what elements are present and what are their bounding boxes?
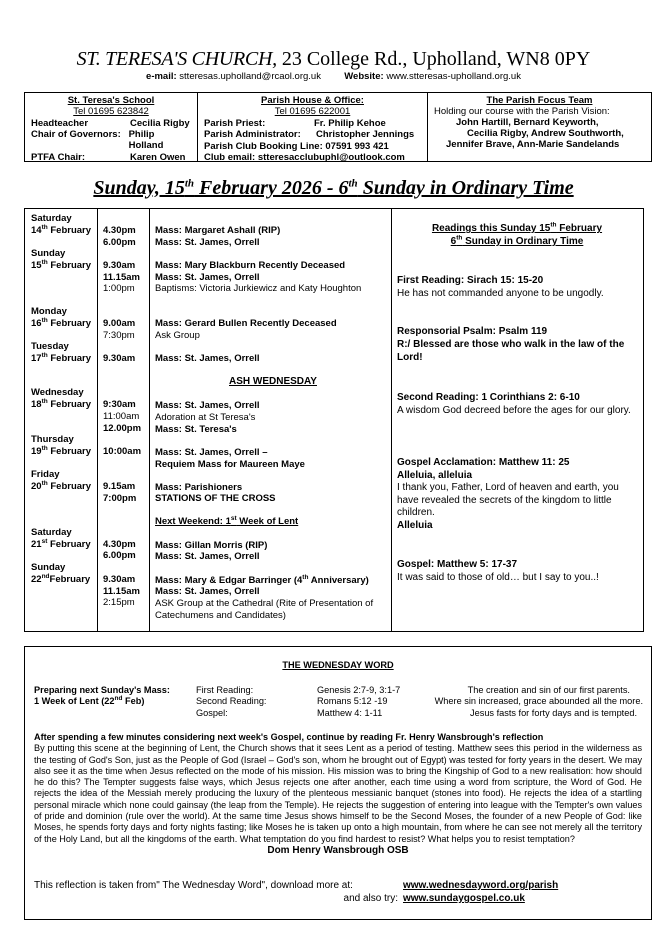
sunday-heading-mid: February 2026 - 6 (194, 177, 349, 199)
acclamation-end: Alleluia (397, 520, 433, 531)
ptfa-value: Karen Owen (130, 152, 186, 163)
time: 7:30pm (103, 330, 135, 341)
mass-entry: Mass: Gillan Morris (RIP) (155, 540, 268, 551)
next-reading-label: Gospel: (196, 708, 228, 718)
contact-line (0, 71, 667, 83)
readings-subheading: 6th Sunday in Ordinary Time (450, 234, 584, 247)
school-panel (25, 93, 198, 161)
mass-entry: Mass: St. James, Orrell (155, 586, 260, 597)
day-sun15: Sunday 15th February (31, 248, 92, 271)
day-thu19: Thursday 19th February (31, 434, 92, 457)
next-reading-label: Second Reading: (196, 696, 267, 706)
focus-team-line1: John Hartill, Bernard Keyworth, (456, 117, 599, 128)
time: 11.15am (103, 272, 140, 283)
mass-entry: Mass: Gerard Bullen Recently Deceased (155, 318, 337, 329)
admin-value: Christopher Jennings (316, 129, 415, 140)
time: 9.15am (103, 481, 136, 492)
mass-entry: STATIONS OF THE CROSS (155, 493, 276, 504)
time: 4.30pm (103, 225, 136, 236)
mass-entry: Mass: Mary Blackburn Recently Deceased (155, 260, 346, 271)
time: 11.15am (103, 586, 140, 597)
mass-entry: Mass: St. Teresa's (155, 424, 237, 435)
mass-entry: Adoration at St Teresa's (155, 412, 256, 423)
focus-team-line3: Jennifer Brave, Ann-Marie Sandelands (446, 139, 620, 150)
reflection-body: By putting this scene at the beginning of Lent, the Church shows that it sees Lent as a period of testing. Matthew sees this period in the wilderness as the testing of God's Son, just as the People of God (Israel – God's son, whom he brought out of Egypt) was tested for forty years in the desert. We may also see it as the time when Jesus reflected on the mode of his mission. His mission was to bring the Kingship of God to a new realisation: how should he do this? The Tempter suggests false ways, which Jesus rejects one after another, each time using a word from scripture, the Word of God. He rejects the idea of the Messiah merely producing the luxury of the plenteous messianic banquet (stones into food). He rejects the idea of a startling personal miracle which none could gainsay (the leap from the Temple). He rejects the suggestion of entering into league with the Tempter's own values of pride and dominion (rule over the world). At the same time Jesus shows himself to be the Second Moses, the founder of a new People of God: like Moses, he spends forty days and forty nights fasting; like Moses he is taken up onto a high mountain, from where he can see not merely all the territory of the Holy Land, but all the kingdoms of the earth. What temptation do you find hardest to resist? What helps you to resist temptation? (34, 743, 642, 844)
next-reading-ref: Matthew 4: 1-11 (317, 708, 383, 718)
day-tue17: Tuesday 17th February (31, 341, 92, 364)
mass-entry: Mass: Parishioners (155, 482, 243, 493)
second-reading-text: A wisdom God decreed before the ages for our glory. (397, 405, 631, 416)
sunday-heading-sup1: th (184, 177, 195, 190)
focus-team-title: The Parish Focus Team (486, 95, 593, 106)
second-reading-title: Second Reading: 1 Corinthians 2: 6-10 (397, 392, 580, 403)
gospel-text: It was said to those of old… but I say to you..! (397, 572, 599, 583)
church-address: 23 College Rd., Upholland, WN8 0PY (276, 48, 591, 70)
wednesday-word-box (24, 646, 652, 920)
focus-team-subtitle: Holding our course with the Parish Vision: (434, 106, 610, 117)
prep-line2: 1 Week of Lent (22nd Feb) (34, 694, 145, 706)
mass-entry: Mass: St. James, Orrell (155, 237, 260, 248)
psalm-text: R:/ Blessed are those who walk in the law of the Lord! (397, 339, 625, 363)
day-sat21: Saturday 21st February (31, 527, 91, 550)
time: 9.30am (103, 260, 136, 271)
acclamation-title: Gospel Acclamation: Matthew 11: 25 (397, 457, 570, 468)
time: 6.00pm (103, 237, 136, 248)
mass-entry: Mass: St. James, Orrell (155, 551, 260, 562)
time: 10:00am (103, 446, 142, 457)
governors-value: Philip Holland (128, 129, 164, 151)
parish-house-panel (198, 93, 428, 161)
priest-value: Fr. Philip Kehoe (314, 118, 386, 129)
mass-entry: Ask Group (155, 330, 200, 341)
wednesday-word-title: THE WEDNESDAY WORD (282, 660, 394, 670)
email-link[interactable]: stteresas.upholland@rcaol.org.uk (179, 71, 321, 82)
psalm-title: Responsorial Psalm: Psalm 119 (397, 326, 548, 337)
wednesday-word-link[interactable]: www.wednesdayword.org/parish (403, 880, 559, 891)
mass-entry: Baptisms: Victoria Jurkiewicz and Katy Houghton (155, 283, 362, 294)
reflection (34, 732, 642, 857)
next-reading-summary: The creation and sin of our first parents. (467, 685, 630, 695)
sunday-heading-post: Sunday in Ordinary Time (357, 177, 574, 199)
club-booking-line: Parish Club Booking Line: 07591 993 421 (204, 141, 389, 152)
time: 12.00pm (103, 423, 142, 434)
mass-entry: Catechumens and Candidates) (155, 610, 286, 621)
parish-house-title: Parish House & Office: (261, 95, 364, 106)
mass-entry: ASK Group at the Cathedral (Rite of Presentation of (155, 598, 374, 609)
time: 4.30pm (103, 539, 136, 550)
prep-line1: Preparing next Sunday's Mass: (34, 685, 170, 695)
time: 6.00pm (103, 550, 136, 561)
time: 2:15pm (103, 597, 135, 608)
mass-entry: Mass: St. James, Orrell (155, 353, 260, 364)
governors-label: Chair of Governors: (31, 129, 121, 140)
club-email: Club email: stteresacclubuphl@outlook.com (204, 152, 405, 163)
time: 9.30am (103, 574, 136, 585)
day-sat14: Saturday 14th February (31, 213, 92, 236)
admin-label: Parish Administrator: (204, 129, 301, 140)
headteacher-label: Headteacher (31, 118, 89, 129)
acclamation-text: I thank you, Father, Lord of heaven and earth, you have revealed the secrets of the kingdom to little children. (397, 482, 619, 518)
next-weekend-heading: Next Weekend: 1st Week of Lent (155, 514, 299, 527)
ptfa-label: PTFA Chair: (31, 152, 86, 163)
school-title: St. Teresa's School (67, 95, 155, 106)
mass-entry: Mass: St. James, Orrell (155, 272, 260, 283)
readings-heading: Readings this Sunday 15th February (431, 221, 603, 234)
focus-team-line2: Cecilia Rigby, Andrew Southworth, (467, 128, 624, 139)
headteacher-value: Cecilia Rigby (130, 118, 190, 129)
church-name: ST. TERESA'S CHURCH, (76, 48, 277, 70)
info-box (24, 92, 652, 162)
day-mon16: Monday 16th February (31, 306, 92, 329)
ash-wednesday-heading: ASH WEDNESDAY (229, 376, 317, 387)
next-reading-label: First Reading: (196, 685, 254, 695)
first-reading-text: He has not commanded anyone to be ungodly. (397, 288, 604, 299)
email-label: e-mail: (146, 71, 177, 82)
next-reading-summary: Where sin increased, grace abounded all the more. (434, 696, 643, 706)
time: 9:30am (103, 399, 136, 410)
acclamation-alleluia: Alleluia, alleluia (397, 470, 473, 481)
next-reading-summary: Jesus fasts for forty days and is tempted. (470, 708, 637, 718)
day-fri20: Friday 20th February (31, 469, 92, 492)
reflection-intro: After spending a few minutes considering next week's Gospel, continue by reading Fr. Henry Wansbrough's reflection (34, 732, 544, 742)
gospel-title: Gospel: Matthew 5: 17-37 (397, 559, 518, 570)
first-reading-title: First Reading: Sirach 15: 15-20 (397, 275, 544, 286)
focus-team-panel (428, 93, 651, 161)
next-reading-ref: Genesis 2:7-9, 3:1-7 (317, 685, 401, 695)
sunday-heading-pre: Sunday, 15 (93, 177, 185, 199)
mass-entry: Mass: St. James, Orrell – (155, 447, 268, 458)
next-reading-ref: Romans 5:12 -19 (317, 696, 388, 706)
day-sun22: Sunday 22ndFebruary (31, 562, 91, 585)
sunday-gospel-link[interactable]: www.sundaygospel.co.uk (403, 893, 525, 904)
time: 7:00pm (103, 493, 137, 504)
sunday-heading (0, 176, 667, 200)
time: 1:00pm (103, 283, 135, 294)
priest-label: Parish Priest: (204, 118, 266, 129)
sunday-heading-sup2: th (348, 177, 358, 190)
time: 9.00am (103, 318, 136, 329)
source-text: This reflection is taken from" The Wednesday Word", download more at: (34, 880, 353, 891)
parish-house-tel: Tel 01695 622001 (274, 106, 351, 117)
website-link[interactable]: www.stteresas-upholland.org.uk (386, 71, 521, 82)
time: 11:00am (103, 411, 140, 422)
reflection-author: Dom Henry Wansbrough OSB (267, 844, 409, 856)
time: 9.30am (103, 353, 136, 364)
mass-entry: Mass: Margaret Ashall (RIP) (155, 225, 281, 236)
mass-entry: Requiem Mass for Maureen Maye (155, 459, 305, 470)
school-tel: Tel 01695 623842 (73, 106, 149, 117)
mass-entry: Mass: St. James, Orrell (155, 400, 260, 411)
mass-entry: Mass: Mary & Edgar Barringer (4th Anniversary) (155, 573, 369, 586)
day-wed18: Wednesday 18th February (31, 387, 92, 410)
church-title (0, 48, 667, 70)
mass-schedule (24, 208, 644, 632)
also-try-text: and also try: (343, 893, 398, 904)
website-label: Website: (344, 71, 384, 82)
